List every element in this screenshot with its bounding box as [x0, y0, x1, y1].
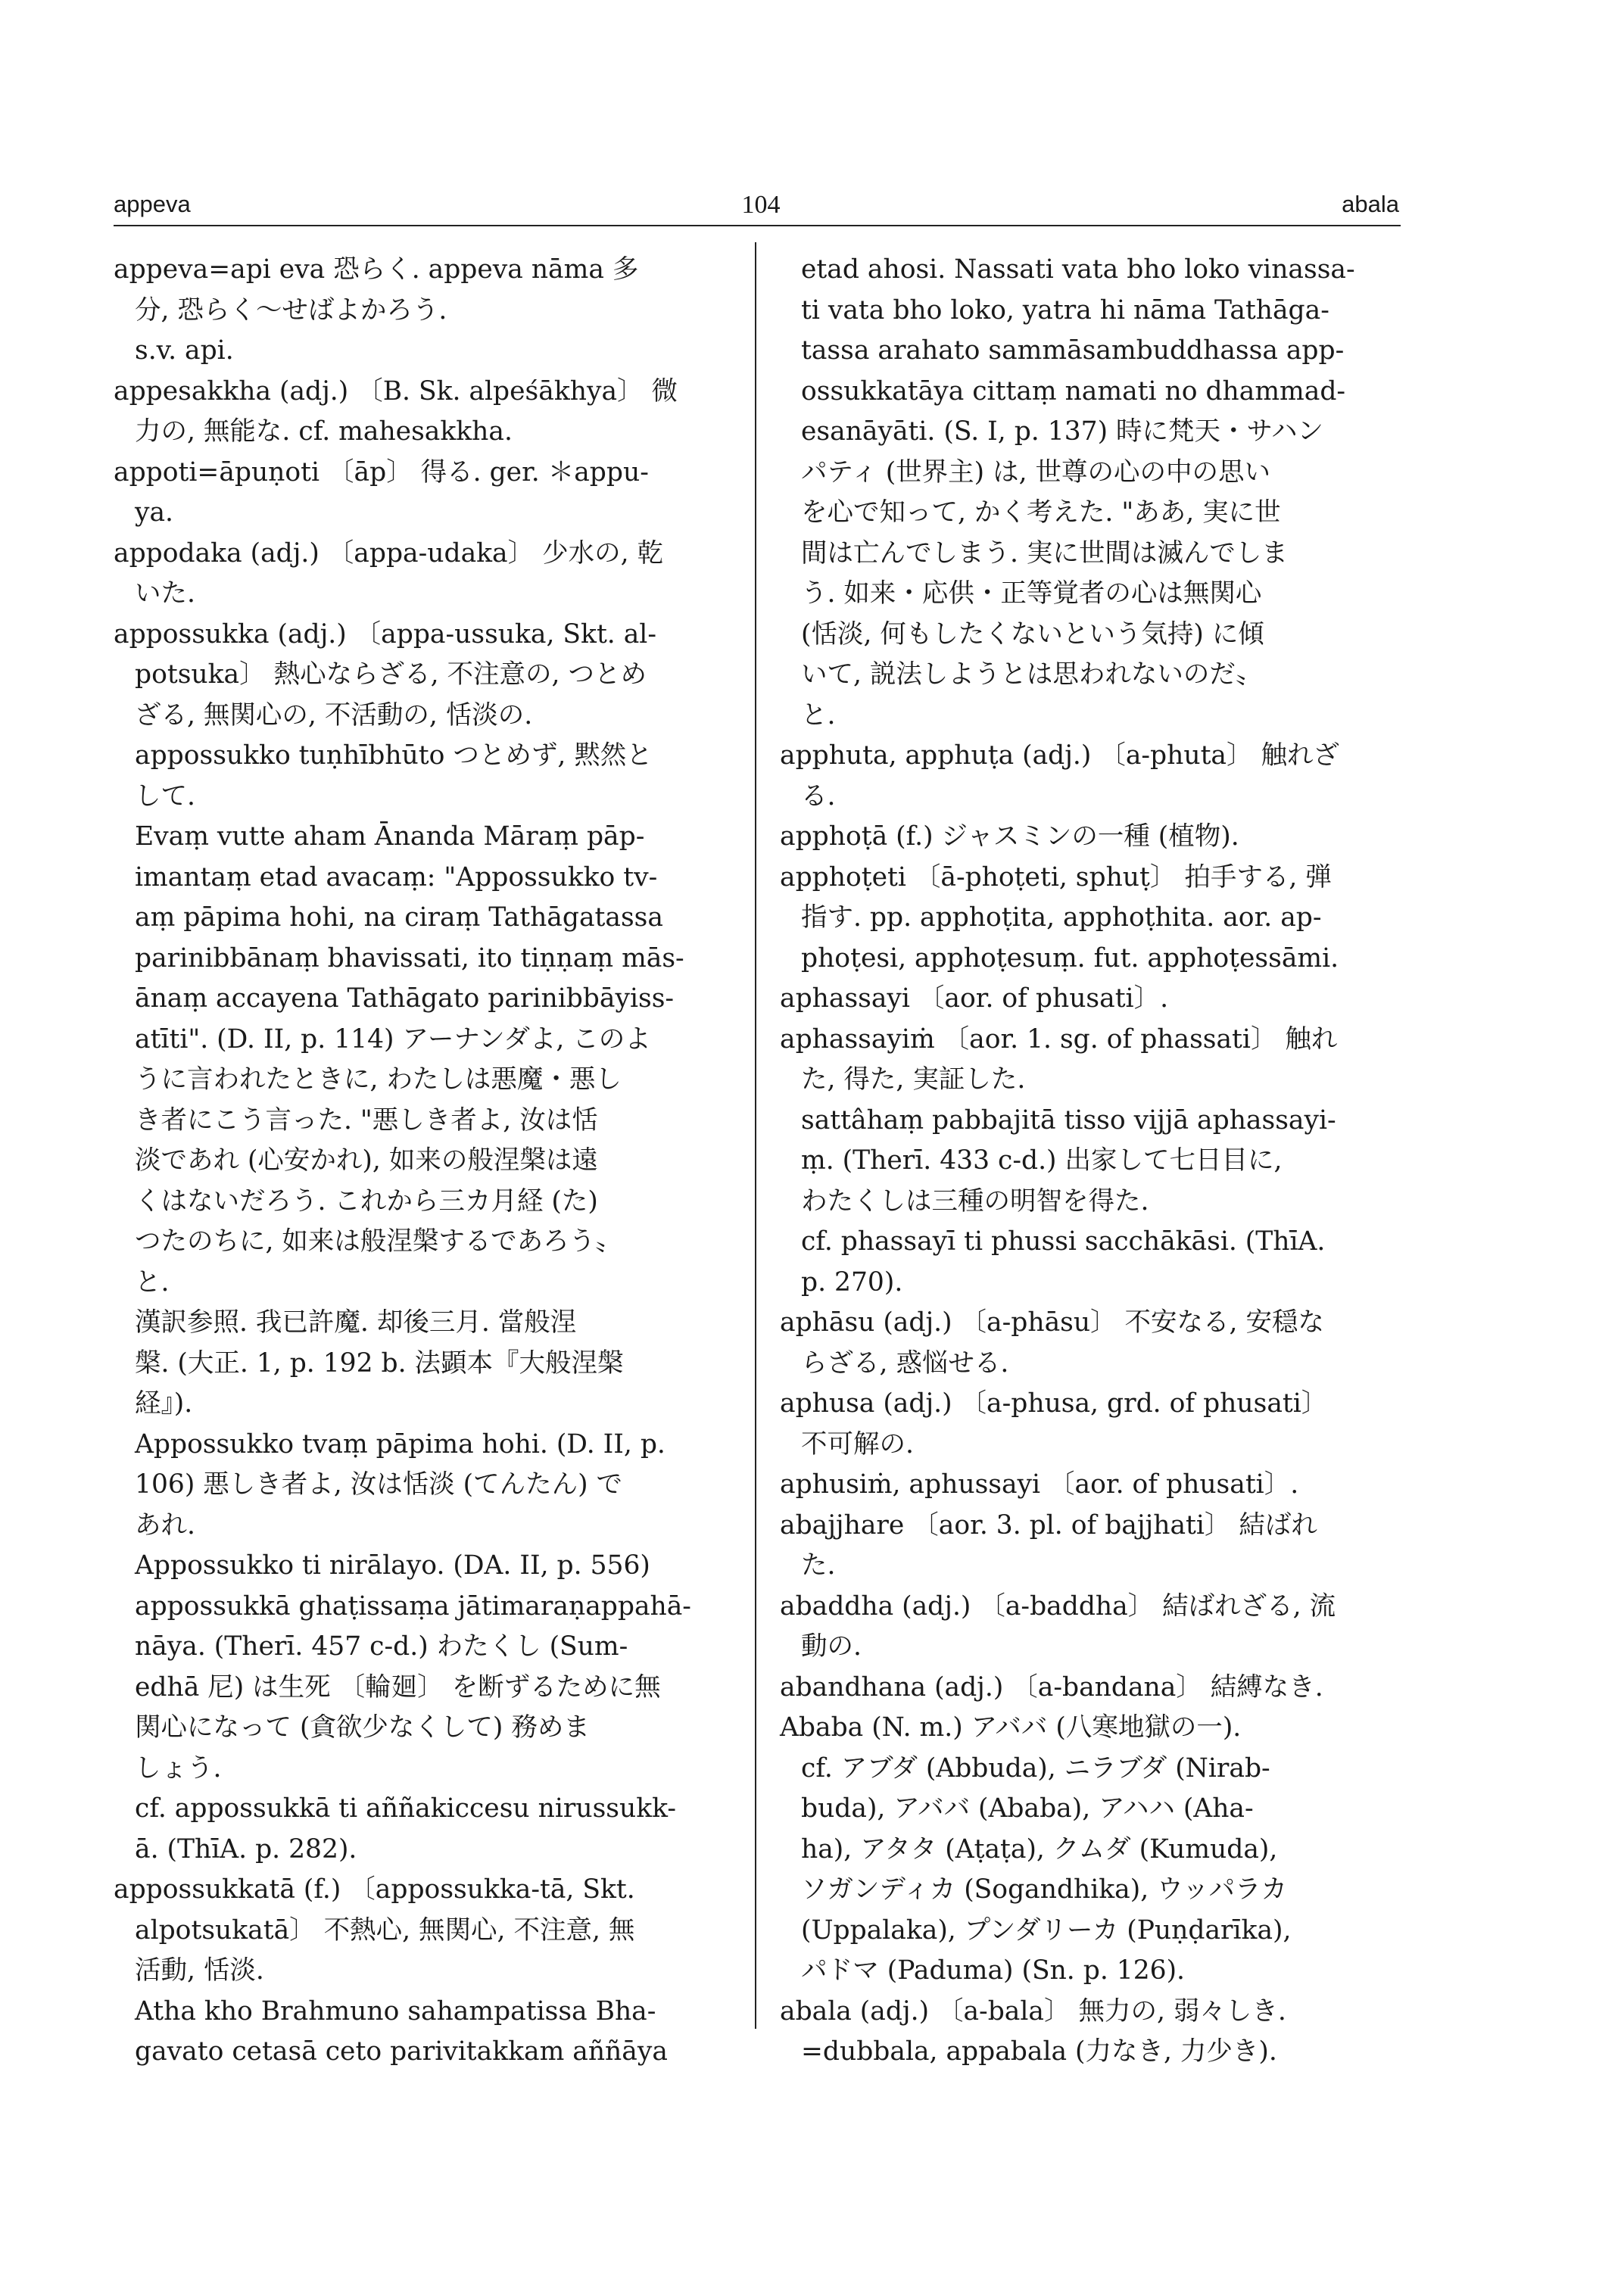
left-line: つたのちに, 如来は般涅槃するであろう〟: [135, 1226, 622, 1257]
left-line: edhā 尼) は生死 〔輪廻〕 を断ずるために無: [135, 1671, 661, 1703]
right-line: パティ (世界主) は, 世尊の心の中の思い: [801, 456, 1271, 488]
right-line: 間は亡んでしまう. 実に世間は滅んでしま: [801, 537, 1288, 569]
right-line: ti vata bho loko, yatra hi nāma Tathāga-: [801, 294, 1329, 326]
right-line: Ababa (N. m.) アババ (八寒地獄の一).: [780, 1712, 1242, 1743]
left-line: appossukkā ghaṭissaṃa jātimaraṇappahā-: [135, 1590, 691, 1622]
dictionary-entry: [780, 1708, 1401, 1992]
column-divider: [755, 242, 756, 2029]
right-line: と.: [801, 699, 836, 731]
right-line: =dubbala, appabala (力なき, 力少き).: [801, 2036, 1277, 2067]
right-line: abala (adj.) 〔a-bala〕 無力の, 弱々しき.: [780, 1995, 1286, 2027]
dictionary-entry: [780, 817, 1401, 858]
right-line: cf. phassayī ti phussi sacchākāsi. (ThīA.: [801, 1226, 1326, 1257]
page-number: 104: [741, 191, 781, 219]
right-line: パドマ (Paduma) (Sn. p. 126).: [801, 1955, 1186, 1986]
right-line: esanāyāti. (S. I, p. 137) 時に梵天・サハン: [801, 416, 1323, 447]
left-line: しょう.: [135, 1752, 222, 1784]
left-line: 経』).: [135, 1388, 193, 1419]
dictionary-entry: [114, 250, 742, 372]
right-line: apphuta, apphuṭa (adj.) 〔a-phuta〕 触れざ: [780, 740, 1339, 771]
left-line: 槃. (大正. 1, p. 192 b. 法顕本『大般涅槃: [135, 1347, 624, 1379]
left-line: atīti". (D. II, p. 114) アーナンダよ, このよ: [135, 1023, 651, 1055]
left-line: appesakkha (adj.) 〔B. Sk. alpeśākhya〕 微: [114, 375, 678, 407]
right-line: (Uppalaka), プンダリーカ (Puṇḍarīka),: [801, 1914, 1292, 1946]
right-line: ossukkatāya cittaṃ namati no dhammad-: [801, 375, 1346, 407]
left-line: appossukko tuṇhībhūto つとめず, 黙然と: [135, 740, 653, 771]
left-line: と.: [135, 1266, 170, 1298]
dictionary-entry: [114, 453, 742, 534]
right-line: tassa arahato sammāsambuddhassa app-: [801, 335, 1345, 366]
left-line: appossukka (adj.) 〔appa-ussuka, Skt. al-: [114, 618, 657, 650]
right-line: aphusa (adj.) 〔a-phusa, grd. of phusati〕: [780, 1388, 1328, 1419]
left-line: appoti=āpuṇoti 〔āp〕 得る. ger. ＊appu-: [114, 456, 649, 488]
right-line: sattâhaṃ pabbajitā tisso vijjā aphassayi-: [801, 1104, 1336, 1136]
dictionary-entry: [780, 1668, 1401, 1709]
right-line: ha), アタタ (Aṭaṭa), クムダ (Kumuda),: [801, 1833, 1278, 1865]
left-line: imantaṃ etad avacaṃ: "Appossukko tv-: [135, 861, 658, 893]
header-rule: [114, 225, 1401, 226]
right-line: p. 270).: [801, 1266, 903, 1298]
right-line: 動の.: [801, 1631, 862, 1662]
left-line: き者にこう言った. "悪しき者よ, 汝は恬: [135, 1104, 598, 1136]
left-line: Evaṃ vutte aham Ānanda Māraṃ pāp-: [135, 821, 645, 852]
left-line: potsuka〕 熱心ならざる, 不注意の, つとめ: [135, 659, 647, 690]
right-line: ソガンディカ (Sogandhika), ウッパラカ: [801, 1874, 1287, 1905]
left-line: 淡であれ (心安かれ), 如来の般涅槃は遠: [135, 1145, 598, 1176]
left-line: appeva=api eva 恐らく. appeva nāma 多: [114, 254, 639, 285]
right-line: abaddha (adj.) 〔a-baddha〕 結ばれざる, 流: [780, 1590, 1336, 1622]
left-line: 関心になって (貪欲少なくして) 務めま: [135, 1712, 590, 1743]
dictionary-entry: [780, 1384, 1401, 1465]
dictionary-entry: [780, 736, 1401, 817]
right-line: いて, 説法しようとは思われないのだ〟: [801, 659, 1262, 690]
right-line: aphāsu (adj.) 〔a-phāsu〕 不安なる, 安穏な: [780, 1307, 1324, 1338]
right-line: う. 如来・応供・正等覚者の心は無関心: [801, 578, 1262, 609]
right-line: phoṭesi, apphoṭesuṃ. fut. apphoṭessāmi.: [801, 942, 1339, 974]
left-line: cf. appossukkā ti aññakiccesu nirussukk-: [135, 1793, 677, 1824]
dictionary-entry: [780, 1020, 1401, 1304]
right-line: aphassayiṁ 〔aor. 1. sg. of phassati〕 触れ: [780, 1023, 1338, 1055]
right-line: aphusiṁ, aphussayi 〔aor. of phusati〕.: [780, 1469, 1299, 1500]
left-line: s.v. api.: [135, 335, 234, 366]
left-line: 分, 恐らく〜せばよかろう.: [135, 294, 447, 326]
left-line: alpotsukatā〕 不熱心, 無関心, 不注意, 無: [135, 1914, 635, 1946]
right-line: た, 得た, 実証した.: [801, 1064, 1026, 1095]
right-line: etad ahosi. Nassati vata bho loko vinassa-: [801, 254, 1355, 285]
left-line: ā. (ThīA. p. 282).: [135, 1833, 357, 1865]
left-column: [114, 250, 742, 2073]
dictionary-entry: [780, 1506, 1401, 1587]
left-line: して.: [135, 780, 195, 812]
left-line: aṃ pāpima hohi, na ciraṃ Tathāgatassa: [135, 902, 663, 933]
right-line: 指す. pp. apphoṭita, apphoṭhita. aor. ap-: [801, 902, 1322, 933]
right-line: を心で知って, かく考えた. "ああ, 実に世: [801, 497, 1281, 528]
running-head-left: appeva: [114, 191, 191, 217]
running-head-right: abala: [1342, 191, 1399, 217]
dictionary-entry: [780, 1465, 1401, 1506]
dictionary-entry: [780, 1587, 1401, 1668]
left-line: ya.: [135, 497, 174, 528]
right-line: abajjhare 〔aor. 3. pl. of bajjhati〕 結ばれ: [780, 1509, 1317, 1541]
dictionary-entry: [780, 858, 1401, 980]
right-line: ṃ. (Therī. 433 c-d.) 出家して七日目に,: [801, 1145, 1283, 1176]
left-line: Appossukko ti nirālayo. (DA. II, p. 556): [135, 1550, 650, 1581]
left-line: appodaka (adj.) 〔appa-udaka〕 少水の, 乾: [114, 537, 664, 569]
dictionary-entry: [780, 1303, 1401, 1384]
left-line: ざる, 無関心の, 不活動の, 恬淡の.: [135, 699, 533, 731]
right-line: (恬淡, 何もしたくないという気持) に傾: [801, 618, 1264, 650]
dictionary-entry: [114, 372, 742, 453]
right-line: る.: [801, 780, 836, 812]
right-line: abandhana (adj.) 〔a-bandana〕 結縛なき.: [780, 1671, 1323, 1703]
left-line: gavato cetasā ceto parivitakkam aññāya: [135, 2036, 668, 2067]
right-line: apphoṭeti 〔ā-phoṭeti, sphuṭ〕 拍手する, 弾: [780, 861, 1332, 893]
dictionary-entry: [114, 534, 742, 615]
right-line: cf. アブダ (Abbuda), ニラブダ (Nirab-: [801, 1752, 1270, 1784]
dictionary-entry: [114, 1870, 742, 2073]
right-line: 不可解の.: [801, 1428, 914, 1460]
left-line: いた.: [135, 578, 195, 609]
left-line: nāya. (Therī. 457 c-d.) わたくし (Sum-: [135, 1631, 628, 1662]
right-line: らざる, 惑悩せる.: [801, 1347, 1009, 1379]
left-line: 活動, 恬淡.: [135, 1955, 264, 1986]
right-line: わたくしは三種の明智を得た.: [801, 1185, 1149, 1217]
entry-continuation: [780, 250, 1401, 736]
right-line: た.: [801, 1550, 836, 1581]
left-line: くはないだろう. これから三カ月経 (た): [135, 1185, 598, 1217]
left-line: 漢訳参照. 我已許魔. 却後三月. 當般涅: [135, 1307, 577, 1338]
right-line: buda), アババ (Ababa), アハハ (Aha-: [801, 1793, 1254, 1824]
left-line: Atha kho Brahmuno sahampatissa Bha-: [135, 1995, 656, 2027]
right-column: [780, 250, 1401, 2073]
right-line: aphassayi 〔aor. of phusati〕.: [780, 983, 1169, 1014]
left-line: 106) 悪しき者よ, 汝は恬淡 (てんたん) で: [135, 1469, 623, 1500]
left-line: うに言われたときに, わたしは悪魔・悪し: [135, 1064, 622, 1095]
right-line: apphoṭā (f.) ジャスミンの一種 (植物).: [780, 821, 1239, 852]
dictionary-entry: [114, 615, 742, 1871]
left-line: あれ.: [135, 1509, 195, 1541]
dictionary-entry: [780, 1992, 1401, 2073]
left-line: appossukkatā (f.) 〔appossukka-tā, Skt.: [114, 1874, 635, 1905]
dictionary-entry: [780, 979, 1401, 1020]
left-line: 力の, 無能な. cf. mahesakkha.: [135, 416, 513, 447]
left-line: parinibbānaṃ bhavissati, ito tiṇṇaṃ mās-: [135, 942, 684, 974]
left-line: Appossukko tvaṃ pāpima hohi. (D. II, p.: [135, 1428, 665, 1460]
left-line: ānaṃ accayena Tathāgato parinibbāyiss-: [135, 983, 675, 1014]
